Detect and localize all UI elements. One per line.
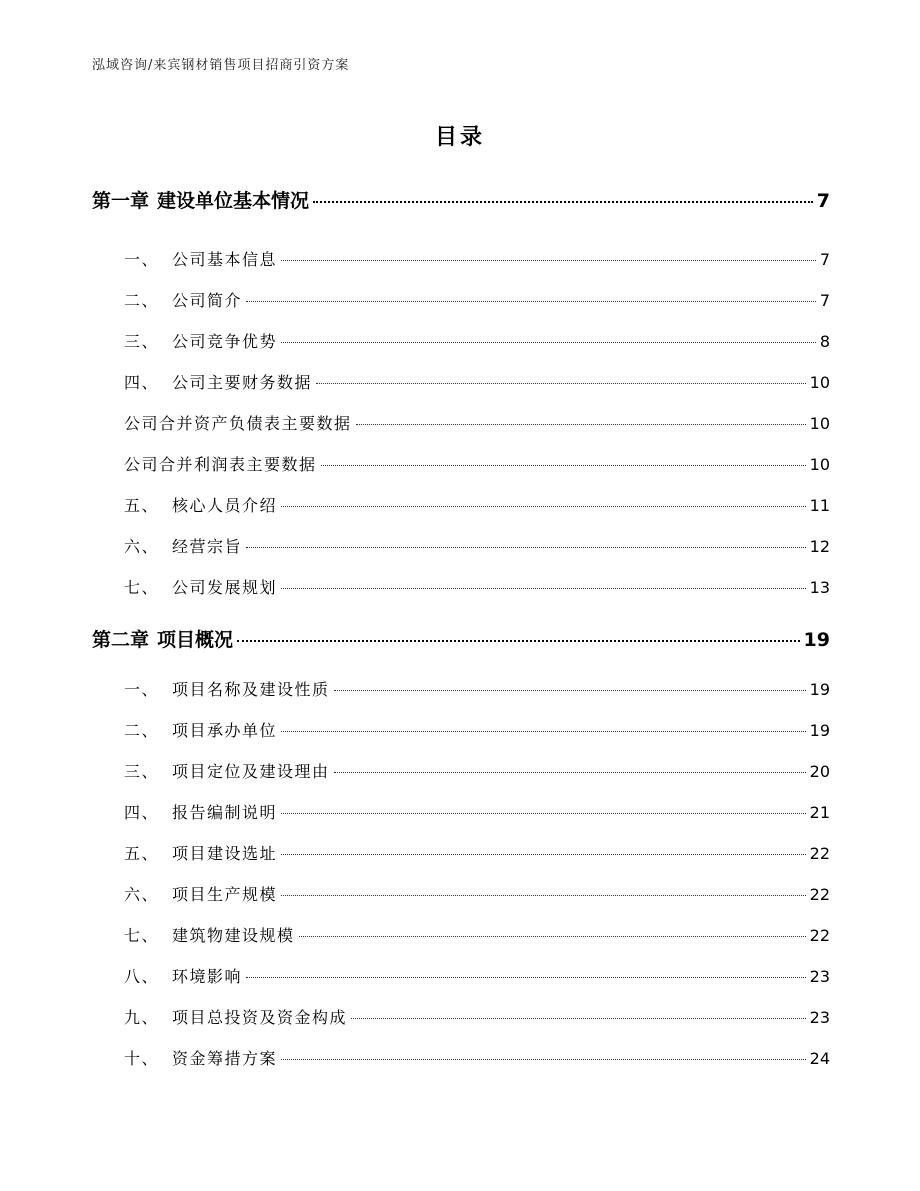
toc-leader-dots <box>316 383 806 384</box>
toc-leader-dots <box>334 690 806 691</box>
toc-number: 五、 <box>124 496 160 515</box>
toc-entry-title: 公司发展规划 <box>172 578 278 597</box>
toc-leader-dots <box>281 1059 806 1060</box>
toc-leader-dots <box>281 588 806 589</box>
toc-entry-title: 环境影响 <box>172 967 243 986</box>
toc-number: 二、 <box>124 291 160 310</box>
toc-number: 五、 <box>124 844 160 863</box>
toc-entry-title: 公司简介 <box>172 291 243 310</box>
toc-page-number: 7 <box>816 190 830 212</box>
toc-section-2-1[interactable] <box>124 677 830 700</box>
toc-subsection-balance-sheet[interactable] <box>124 411 830 434</box>
toc-title: 目录 <box>434 125 485 150</box>
toc-section-2-2[interactable] <box>124 718 830 741</box>
toc-chapter-1[interactable] <box>92 186 830 213</box>
toc-entry-title: 项目名称及建设性质 <box>172 680 330 699</box>
toc-section-2-5[interactable] <box>124 841 830 864</box>
toc-page-number: 22 <box>809 926 830 945</box>
toc-page-number: 20 <box>809 762 830 781</box>
toc-page-number: 11 <box>809 496 830 515</box>
toc-page-number: 19 <box>803 629 830 651</box>
toc-page-number: 8 <box>819 332 830 351</box>
toc-chapter-2[interactable] <box>92 625 830 652</box>
toc-page-number: 13 <box>809 578 830 597</box>
toc-leader-dots <box>237 640 800 642</box>
toc-leader-dots <box>313 201 813 203</box>
toc-leader-dots <box>246 547 806 548</box>
toc-leader-dots <box>246 301 816 302</box>
toc-page-number: 23 <box>809 1008 830 1027</box>
toc-section-1-1[interactable] <box>124 247 830 270</box>
toc-section-2-7[interactable] <box>124 923 830 946</box>
toc-entry-title: 公司基本信息 <box>172 250 278 269</box>
toc-entry-title: 资金筹措方案 <box>172 1049 278 1068</box>
toc-page-number: 22 <box>809 885 830 904</box>
toc-leader-dots <box>281 731 806 732</box>
toc-leader-dots <box>281 895 806 896</box>
toc-page-number: 10 <box>809 455 830 474</box>
toc-number: 三、 <box>124 762 160 781</box>
toc-entry-title: 建设单位基本情况 <box>157 190 310 212</box>
toc-entry-title: 项目概况 <box>157 629 234 651</box>
toc-entry-title: 建筑物建设规模 <box>172 926 295 945</box>
toc-number: 二、 <box>124 721 160 740</box>
toc-page-number: 12 <box>809 537 830 556</box>
toc-leader-dots <box>351 1018 806 1019</box>
toc-page-number: 7 <box>819 291 830 310</box>
toc-number: 七、 <box>124 926 160 945</box>
toc-leader-dots <box>356 424 806 425</box>
toc-entry-title: 项目生产规模 <box>172 885 278 904</box>
toc-section-1-4[interactable] <box>124 370 830 393</box>
toc-leader-dots <box>281 854 806 855</box>
toc-number: 六、 <box>124 537 160 556</box>
toc-section-2-8[interactable] <box>124 964 830 987</box>
toc-page-number: 7 <box>819 250 830 269</box>
toc-number: 三、 <box>124 332 160 351</box>
toc-section-2-9[interactable] <box>124 1005 830 1028</box>
toc-section-2-3[interactable] <box>124 759 830 782</box>
toc-section-1-5[interactable] <box>124 493 830 516</box>
toc-leader-dots <box>334 772 806 773</box>
toc-page-number: 19 <box>809 721 830 740</box>
toc-page-number: 23 <box>809 967 830 986</box>
toc-number: 十、 <box>124 1049 160 1068</box>
toc-section-2-4[interactable] <box>124 800 830 823</box>
toc-leader-dots <box>281 342 816 343</box>
toc-entry-title: 项目总投资及资金构成 <box>172 1008 348 1027</box>
toc-entry-title: 报告编制说明 <box>172 803 278 822</box>
toc-number: 八、 <box>124 967 160 986</box>
toc-section-1-2[interactable] <box>124 288 830 311</box>
toc-number: 一、 <box>124 250 160 269</box>
toc-entry-title: 核心人员介绍 <box>172 496 278 515</box>
toc-entry-title: 项目定位及建设理由 <box>172 762 330 781</box>
toc-number: 第一章 <box>92 190 150 212</box>
toc-entry-title: 公司合并资产负债表主要数据 <box>124 414 352 433</box>
toc-entry-title: 项目承办单位 <box>172 721 278 740</box>
toc-section-1-6[interactable] <box>124 534 830 557</box>
toc-leader-dots <box>299 936 806 937</box>
toc-number: 七、 <box>124 578 160 597</box>
toc-page-number: 19 <box>809 680 830 699</box>
toc-page-number: 21 <box>809 803 830 822</box>
toc-leader-dots <box>281 260 816 261</box>
toc-section-1-3[interactable] <box>124 329 830 352</box>
toc-subsection-income-statement[interactable] <box>124 452 830 475</box>
toc-leader-dots <box>281 506 806 507</box>
toc-leader-dots <box>246 977 806 978</box>
toc-page-number: 10 <box>809 414 830 433</box>
toc-section-2-6[interactable] <box>124 882 830 905</box>
toc-section-1-7[interactable] <box>124 575 830 598</box>
toc-entry-title: 项目建设选址 <box>172 844 278 863</box>
toc-section-2-10[interactable] <box>124 1046 830 1069</box>
running-header: 泓域咨询/来宾钢材销售项目招商引资方案 <box>92 58 350 73</box>
toc-entry-title: 公司合并利润表主要数据 <box>124 455 317 474</box>
toc-leader-dots <box>321 465 806 466</box>
toc-number: 四、 <box>124 373 160 392</box>
toc-number: 四、 <box>124 803 160 822</box>
toc-page-number: 10 <box>809 373 830 392</box>
toc-entry-title: 公司主要财务数据 <box>172 373 313 392</box>
toc-page-number: 22 <box>809 844 830 863</box>
toc-number: 一、 <box>124 680 160 699</box>
toc-leader-dots <box>281 813 806 814</box>
toc-entry-title: 经营宗旨 <box>172 537 243 556</box>
toc-page-number: 24 <box>809 1049 830 1068</box>
toc-number: 九、 <box>124 1008 160 1027</box>
toc-number: 六、 <box>124 885 160 904</box>
toc-number: 第二章 <box>92 629 150 651</box>
toc-entry-title: 公司竞争优势 <box>172 332 278 351</box>
